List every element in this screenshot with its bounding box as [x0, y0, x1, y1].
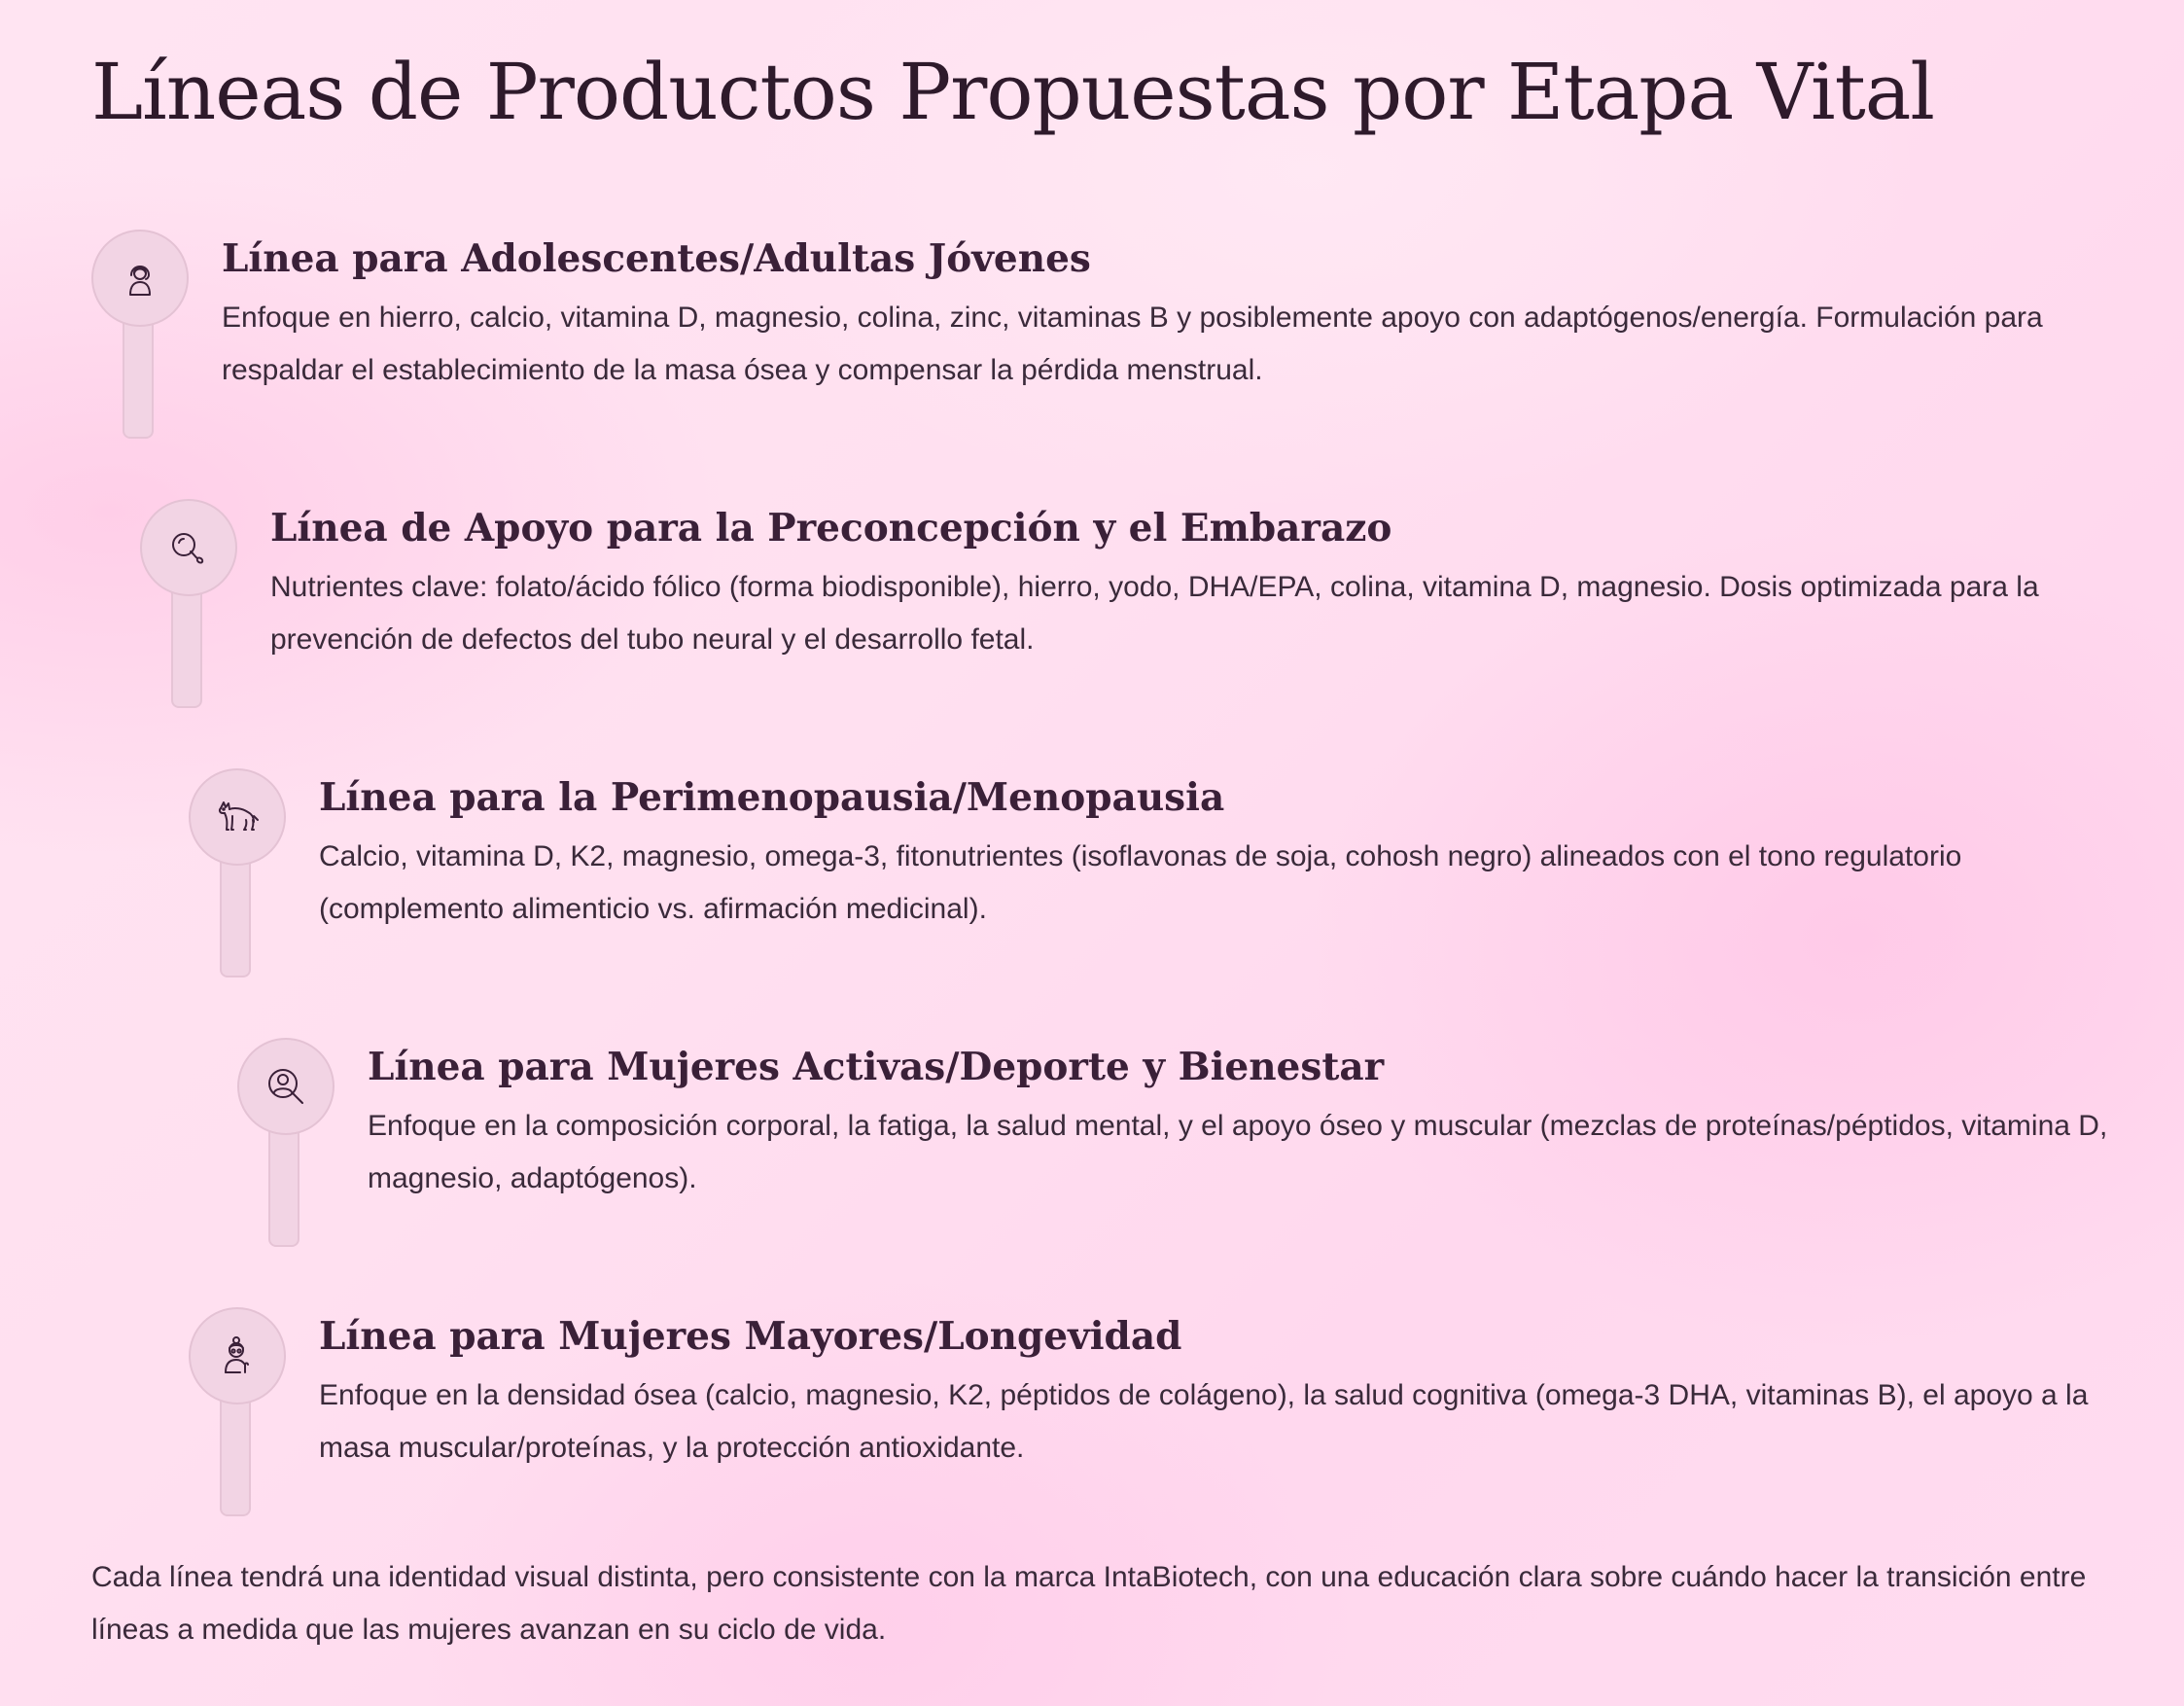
line-heading: Línea para la Perimenopausia/Menopausia: [319, 775, 1225, 820]
icon-circle: [91, 230, 189, 327]
line-heading: Línea para Adolescentes/Adultas Jóvenes: [222, 236, 1091, 281]
timeline-marker: [91, 230, 189, 439]
product-line-item: [189, 768, 2114, 977]
hyena-icon: [211, 791, 264, 843]
timeline-marker: [189, 1307, 286, 1516]
product-line-item: [189, 1307, 2114, 1516]
elderly-woman-icon: [211, 1330, 264, 1382]
page-title: Líneas de Productos Propuestas por Etapa Vital: [91, 47, 1935, 137]
timeline-marker: [189, 768, 286, 977]
line-description: Enfoque en la composición corporal, la fatiga, la salud mental, y el apoyo óseo y muscular (mezclas de proteínas/péptidos, vitamina D, magnesio, adaptógenos).: [368, 1110, 2108, 1194]
icon-circle: [237, 1038, 335, 1135]
product-line-item: [237, 1038, 2114, 1247]
line-heading: Línea para Mujeres Activas/Deporte y Bienestar: [368, 1045, 1385, 1089]
icon-circle: [189, 768, 286, 866]
young-woman-icon: [114, 252, 166, 304]
product-line-item: [140, 499, 2114, 708]
line-description: Calcio, vitamina D, K2, magnesio, omega-3, fitonutrientes (isoflavonas de soja, cohosh negro) alineados con el tono regulatorio (complemento alimenticio vs. afirmación medicinal).: [319, 840, 1962, 925]
line-heading: Línea de Apoyo para la Preconcepción y el Embarazo: [270, 506, 1392, 551]
user-search-icon: [260, 1060, 312, 1113]
product-line-item: [91, 230, 2114, 439]
timeline-marker: [237, 1038, 335, 1247]
egg-sperm-icon: [162, 521, 215, 574]
line-description: Enfoque en la densidad ósea (calcio, magnesio, K2, péptidos de colágeno), la salud cognitiva (omega-3 DHA, vitaminas B), el apoyo a la masa muscular/proteínas, y la protección antioxidante.: [319, 1379, 2089, 1464]
timeline-marker: [140, 499, 237, 708]
icon-circle: [189, 1307, 286, 1404]
footer-note: Cada línea tendrá una identidad visual distinta, pero consistente con la marca IntaBiotech, con una educación clara sobre cuándo hacer la transición entre líneas a medida que las mujeres avanzan en su ciclo de vida.: [91, 1561, 2087, 1646]
line-description: Enfoque en hierro, calcio, vitamina D, magnesio, colina, zinc, vitaminas B y posiblemente apoyo con adaptógenos/energía. Formulación para respaldar el establecimiento de la masa ósea y compensar la pérdida menstrual.: [222, 302, 2043, 386]
icon-circle: [140, 499, 237, 596]
line-description: Nutrientes clave: folato/ácido fólico (forma biodisponible), hierro, yodo, DHA/EPA, colina, vitamina D, magnesio. Dosis optimizada para la prevención de defectos del tubo neural y el desarrollo fetal.: [270, 571, 2039, 656]
line-heading: Línea para Mujeres Mayores/Longevidad: [319, 1314, 1182, 1359]
